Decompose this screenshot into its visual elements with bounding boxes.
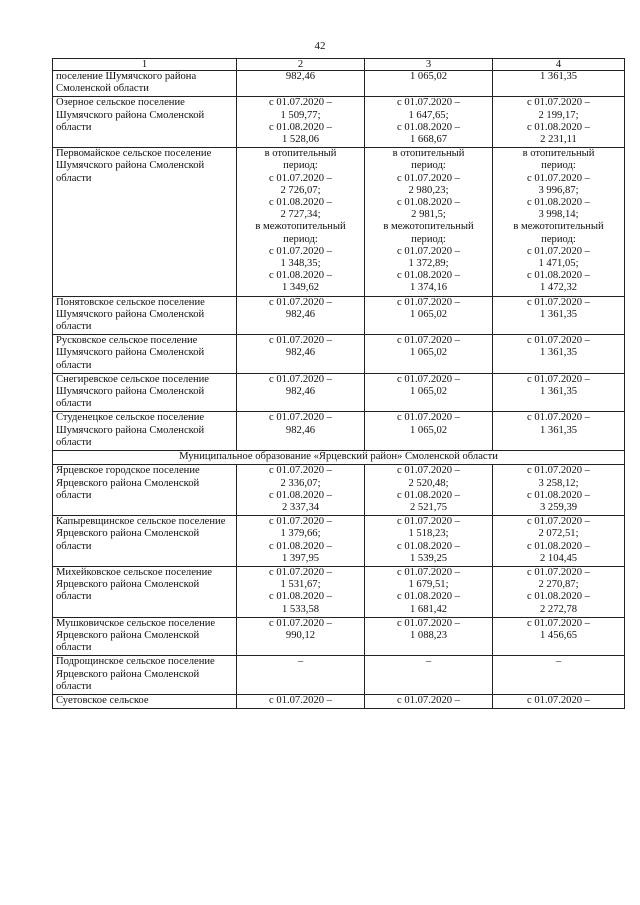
tariff-line: 2 272,78 <box>539 603 578 615</box>
tariff-cell <box>237 97 365 148</box>
tariff-line: с 01.07.2020 – <box>269 412 332 424</box>
tariff-line: 1 528,06 <box>281 134 320 146</box>
tariff-cell <box>365 617 493 656</box>
tariff-line: – <box>555 656 562 668</box>
tariff-line: с 01.07.2020 – <box>527 373 590 385</box>
tariff-line: 1 681,42 <box>409 603 448 615</box>
tariff-line: 1 361,35 <box>539 424 578 436</box>
table-row <box>53 335 625 374</box>
tariff-line: с 01.07.2020 – <box>397 373 460 385</box>
tariff-line: период: <box>283 233 318 245</box>
tariff-cell <box>237 148 365 296</box>
tariff-line: с 01.07.2020 – <box>397 465 460 477</box>
tariff-line: 1 372,89; <box>408 258 449 270</box>
tariff-table <box>52 58 625 709</box>
column-header: 4 <box>493 59 625 71</box>
tariff-line: с 01.07.2020 – <box>269 694 332 706</box>
tariff-cell <box>365 296 493 335</box>
column-header: 2 <box>237 59 365 71</box>
table-body <box>53 71 625 709</box>
tariff-line: с 01.08.2020 – <box>527 197 590 209</box>
tariff-line: 2 521,75 <box>409 501 448 513</box>
tariff-line: 2 981,5; <box>411 209 446 221</box>
tariff-line: 990,12 <box>285 629 316 641</box>
tariff-line: 2 072,51; <box>538 528 579 540</box>
tariff-cell <box>237 516 365 567</box>
tariff-line: с 01.07.2020 – <box>269 296 332 308</box>
tariff-line: с 01.08.2020 – <box>527 540 590 552</box>
tariff-line: с 01.08.2020 – <box>527 270 590 282</box>
tariff-line: 1 472,32 <box>539 282 578 294</box>
settlement-name: Михейковское сельское поселение Ярцевского района Смоленской области <box>53 566 237 617</box>
tariff-line: с 01.07.2020 – <box>397 335 460 347</box>
tariff-line: с 01.07.2020 – <box>397 516 460 528</box>
tariff-line: – <box>425 656 432 668</box>
tariff-cell <box>237 465 365 516</box>
tariff-line: в межотопительный <box>383 221 474 233</box>
tariff-cell <box>493 694 625 708</box>
tariff-line: период: <box>411 160 446 172</box>
tariff-line: с 01.08.2020 – <box>527 121 590 133</box>
tariff-line: 1 509,77; <box>280 109 321 121</box>
tariff-line: с 01.08.2020 – <box>397 591 460 603</box>
table-row <box>53 465 625 516</box>
settlement-name: Озерное сельское поселение Шумячского района Смоленской области <box>53 97 237 148</box>
tariff-line: 982,46 <box>285 71 316 82</box>
tariff-line: 1 361,35 <box>539 347 578 359</box>
tariff-line: 1 668,67 <box>409 134 448 146</box>
tariff-cell <box>493 656 625 695</box>
tariff-line: с 01.07.2020 – <box>269 245 332 257</box>
tariff-line: 1 539,25 <box>409 552 448 564</box>
tariff-line: с 01.07.2020 – <box>269 335 332 347</box>
tariff-line: период: <box>541 233 576 245</box>
tariff-line: 1 379,66; <box>280 528 321 540</box>
tariff-line: 2 336,07; <box>280 477 321 489</box>
tariff-cell <box>493 296 625 335</box>
tariff-line: 1 065,02 <box>409 386 448 398</box>
tariff-cell <box>493 335 625 374</box>
tariff-line: с 01.08.2020 – <box>397 121 460 133</box>
tariff-line: – <box>297 656 304 668</box>
section-row <box>53 451 625 465</box>
tariff-line: с 01.08.2020 – <box>269 270 332 282</box>
tariff-line: с 01.07.2020 – <box>269 373 332 385</box>
tariff-line: 982,46 <box>285 308 316 320</box>
table-row <box>53 516 625 567</box>
tariff-cell <box>365 373 493 412</box>
tariff-cell <box>365 412 493 451</box>
tariff-line: с 01.07.2020 – <box>527 245 590 257</box>
tariff-line: 1 647,65; <box>408 109 449 121</box>
tariff-line: с 01.07.2020 – <box>527 465 590 477</box>
tariff-line: 1 533,58 <box>281 603 320 615</box>
tariff-cell <box>493 566 625 617</box>
tariff-line: с 01.07.2020 – <box>397 296 460 308</box>
tariff-cell <box>237 566 365 617</box>
tariff-line: с 01.07.2020 – <box>527 516 590 528</box>
tariff-line: с 01.07.2020 – <box>527 296 590 308</box>
header-row <box>53 59 625 71</box>
tariff-line: 3 996,87; <box>538 184 579 196</box>
tariff-cell <box>365 516 493 567</box>
settlement-name: Капыревщинское сельское поселение Ярцевского района Смоленской области <box>53 516 237 567</box>
tariff-line: с 01.08.2020 – <box>527 591 590 603</box>
table-row <box>53 373 625 412</box>
tariff-line: с 01.07.2020 – <box>527 172 590 184</box>
tariff-line: 1 361,35 <box>539 386 578 398</box>
tariff-cell <box>493 71 625 97</box>
tariff-line: с 01.08.2020 – <box>397 270 460 282</box>
tariff-cell <box>237 335 365 374</box>
table-row <box>53 412 625 451</box>
tariff-line: 1 531,67; <box>280 579 321 591</box>
tariff-line: с 01.07.2020 – <box>397 245 460 257</box>
tariff-line: с 01.08.2020 – <box>269 591 332 603</box>
tariff-cell <box>237 694 365 708</box>
tariff-line: в отопительный <box>264 148 337 160</box>
column-header: 1 <box>53 59 237 71</box>
tariff-line: с 01.08.2020 – <box>397 489 460 501</box>
table-row <box>53 97 625 148</box>
tariff-line: с 01.08.2020 – <box>269 197 332 209</box>
tariff-line: 2 337,34 <box>281 501 320 513</box>
tariff-line: 1 397,95 <box>281 552 320 564</box>
tariff-line: 1 065,02 <box>409 424 448 436</box>
tariff-cell <box>237 296 365 335</box>
tariff-line: с 01.07.2020 – <box>527 97 590 109</box>
tariff-line: 1 088,23 <box>409 629 448 641</box>
tariff-cell <box>365 97 493 148</box>
tariff-cell <box>237 412 365 451</box>
tariff-line: с 01.08.2020 – <box>527 489 590 501</box>
table-row <box>53 656 625 695</box>
tariff-line: с 01.07.2020 – <box>527 566 590 578</box>
tariff-line: в отопительный <box>522 148 595 160</box>
tariff-cell <box>493 148 625 296</box>
tariff-line: с 01.08.2020 – <box>269 121 332 133</box>
tariff-line: с 01.08.2020 – <box>397 540 460 552</box>
tariff-line: 1 456,65 <box>539 629 578 641</box>
tariff-cell <box>493 516 625 567</box>
tariff-line: 3 998,14; <box>538 209 579 221</box>
tariff-cell <box>237 656 365 695</box>
tariff-line: в межотопительный <box>513 221 604 233</box>
tariff-line: с 01.07.2020 – <box>397 172 460 184</box>
tariff-line: с 01.07.2020 – <box>269 516 332 528</box>
table-row <box>53 71 625 97</box>
tariff-line: с 01.07.2020 – <box>269 172 332 184</box>
tariff-line: с 01.07.2020 – <box>397 694 460 706</box>
tariff-line: с 01.07.2020 – <box>527 617 590 629</box>
tariff-cell <box>365 566 493 617</box>
tariff-line: 2 270,87; <box>538 579 579 591</box>
tariff-cell <box>365 71 493 97</box>
tariff-cell <box>365 148 493 296</box>
tariff-line: с 01.07.2020 – <box>269 617 332 629</box>
tariff-line: 1 348,35; <box>280 258 321 270</box>
tariff-cell <box>493 617 625 656</box>
tariff-line: с 01.08.2020 – <box>269 489 332 501</box>
table-row <box>53 566 625 617</box>
tariff-line: с 01.07.2020 – <box>527 694 590 706</box>
tariff-line: период: <box>283 160 318 172</box>
tariff-cell <box>365 656 493 695</box>
tariff-cell <box>237 71 365 97</box>
tariff-line: с 01.07.2020 – <box>269 97 332 109</box>
tariff-cell <box>493 97 625 148</box>
tariff-line: 1 361,35 <box>539 308 578 320</box>
tariff-cell <box>365 694 493 708</box>
tariff-line: 2 520,48; <box>408 477 449 489</box>
tariff-line: 2 231,11 <box>540 134 577 146</box>
tariff-line: с 01.07.2020 – <box>527 335 590 347</box>
tariff-line: 3 259,39 <box>539 501 578 513</box>
tariff-cell <box>365 465 493 516</box>
tariff-line: в отопительный <box>392 148 465 160</box>
table-row <box>53 296 625 335</box>
tariff-line: 1 349,62 <box>281 282 320 294</box>
tariff-line: с 01.07.2020 – <box>397 97 460 109</box>
table-row <box>53 694 625 708</box>
table-row <box>53 148 625 296</box>
tariff-line: с 01.07.2020 – <box>397 412 460 424</box>
tariff-cell <box>365 335 493 374</box>
tariff-line: с 01.07.2020 – <box>527 412 590 424</box>
tariff-line: 1 374,16 <box>409 282 448 294</box>
page-number: 42 <box>314 40 326 52</box>
tariff-cell <box>237 373 365 412</box>
tariff-cell <box>493 373 625 412</box>
settlement-name: поселение Шумячского района Смоленской области <box>53 71 237 97</box>
tariff-line: в межотопительный <box>255 221 346 233</box>
tariff-line: с 01.08.2020 – <box>397 197 460 209</box>
settlement-name: Суетовское сельское <box>53 694 237 708</box>
settlement-name: Подрощинское сельское поселение Ярцевского района Смоленской области <box>53 656 237 695</box>
tariff-line: с 01.07.2020 – <box>269 465 332 477</box>
settlement-name: Студенецкое сельское поселение Шумячского района Смоленской области <box>53 412 237 451</box>
section-title: Муниципальное образование «Ярцевский район» Смоленской области <box>53 451 625 465</box>
tariff-line: 982,46 <box>285 386 316 398</box>
tariff-line: 1 361,35 <box>539 71 578 82</box>
tariff-line: 982,46 <box>285 347 316 359</box>
tariff-line: 1 471,05; <box>538 258 579 270</box>
tariff-line: 982,46 <box>285 424 316 436</box>
tariff-line: 2 727,34; <box>280 209 321 221</box>
tariff-line: с 01.07.2020 – <box>397 566 460 578</box>
tariff-cell <box>493 412 625 451</box>
tariff-cell <box>237 617 365 656</box>
tariff-line: с 01.07.2020 – <box>397 617 460 629</box>
settlement-name: Русковское сельское поселение Шумячского района Смоленской области <box>53 335 237 374</box>
tariff-line: 1 065,02 <box>409 71 448 82</box>
tariff-line: 2 980,23; <box>408 184 449 196</box>
tariff-line: 1 518,23; <box>408 528 449 540</box>
tariff-line: 2 104,45 <box>539 552 578 564</box>
settlement-name: Понятовское сельское поселение Шумячского района Смоленской области <box>53 296 237 335</box>
tariff-line: 1 065,02 <box>409 308 448 320</box>
settlement-name: Снегиревское сельское поселение Шумячского района Смоленской области <box>53 373 237 412</box>
tariff-line: 1 679,51; <box>408 579 449 591</box>
tariff-cell <box>493 465 625 516</box>
tariff-line: период: <box>541 160 576 172</box>
column-header: 3 <box>365 59 493 71</box>
settlement-name: Ярцевское городское поселение Ярцевского района Смоленской области <box>53 465 237 516</box>
settlement-name: Первомайское сельское поселение Шумячского района Смоленской области <box>53 148 237 296</box>
tariff-line: с 01.07.2020 – <box>269 566 332 578</box>
table-row <box>53 617 625 656</box>
tariff-line: период: <box>411 233 446 245</box>
tariff-line: 3 258,12; <box>538 477 579 489</box>
tariff-line: с 01.08.2020 – <box>269 540 332 552</box>
tariff-line: 2 726,07; <box>280 184 321 196</box>
settlement-name: Мушковичское сельское поселение Ярцевского района Смоленской области <box>53 617 237 656</box>
tariff-line: 2 199,17; <box>538 109 579 121</box>
tariff-line: 1 065,02 <box>409 347 448 359</box>
